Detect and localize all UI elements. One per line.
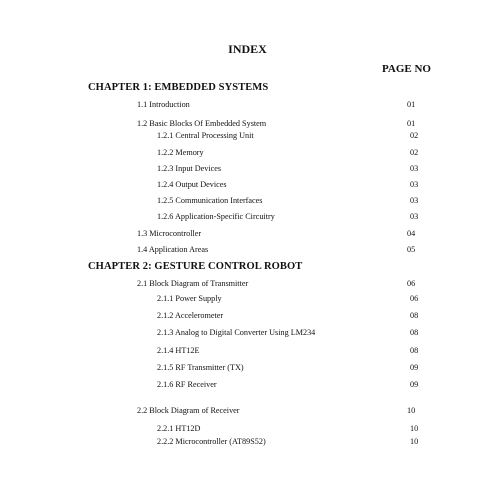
toc-page-number: 01 (407, 100, 416, 109)
toc-entry: 1.2.3 Input Devices (157, 164, 222, 173)
toc-entry: 2.2.1 HT12D (157, 424, 201, 433)
toc-entry: 2.2 Block Diagram of Receiver (137, 406, 240, 415)
toc-entry: 1.2 Basic Blocks Of Embedded System (137, 119, 267, 128)
toc-entry: 2.1.5 RF Transmitter (TX) (157, 363, 244, 372)
toc-entry: 1.3 Microcontroller (137, 229, 202, 238)
toc-entry: 2.1.3 Analog to Digital Converter Using LM234 (157, 328, 316, 337)
chapter-heading: CHAPTER 1: EMBEDDED SYSTEMS (88, 82, 269, 93)
page-title: INDEX (228, 42, 267, 56)
page-no-header: PAGE NO (382, 63, 431, 75)
toc-page-number: 10 (410, 437, 419, 446)
toc-page-number: 04 (407, 229, 416, 238)
toc-entry: 1.1 Introduction (137, 100, 190, 109)
toc-page-number: 01 (407, 119, 416, 128)
toc-page-number: 03 (410, 164, 419, 173)
toc-page-number: 10 (410, 424, 419, 433)
toc-page-number: 08 (410, 346, 419, 355)
toc-page-number: 09 (410, 363, 419, 372)
toc-page-number: 08 (410, 311, 419, 320)
toc-entry: 2.1 Block Diagram of Transmitter (137, 279, 249, 288)
toc-entry: 1.2.1 Central Processing Unit (157, 131, 254, 140)
toc-page-number: 03 (410, 180, 419, 189)
toc-entry: 1.2.6 Application-Specific Circuitry (157, 212, 275, 221)
toc-page-number: 10 (407, 406, 416, 415)
toc-entry: 2.1.4 HT12E (157, 346, 200, 355)
toc-entry: 2.1.1 Power Supply (157, 294, 222, 303)
toc-page-number: 02 (410, 131, 419, 140)
toc-page-number: 09 (410, 380, 419, 389)
toc-page-number: 05 (407, 245, 416, 254)
toc-page-number: 06 (410, 294, 419, 303)
toc-page-number: 03 (410, 212, 419, 221)
chapter-heading: CHAPTER 2: GESTURE CONTROL ROBOT (88, 261, 303, 272)
toc-entry: 2.1.6 RF Receiver (157, 380, 217, 389)
toc-entry: 1.2.2 Memory (157, 148, 204, 157)
toc-entry: 2.2.2 Microcontroller (AT89S52) (157, 437, 266, 446)
toc-entry: 1.2.5 Communication Interfaces (157, 196, 263, 205)
toc-page-number: 03 (410, 196, 419, 205)
toc-page-number: 06 (407, 279, 416, 288)
toc-entry: 1.4 Application Areas (137, 245, 209, 254)
toc-entry: 1.2.4 Output Devices (157, 180, 227, 189)
toc-page-number: 02 (410, 148, 419, 157)
toc-entry: 2.1.2 Accelerometer (157, 311, 224, 320)
toc-page-number: 08 (410, 328, 419, 337)
